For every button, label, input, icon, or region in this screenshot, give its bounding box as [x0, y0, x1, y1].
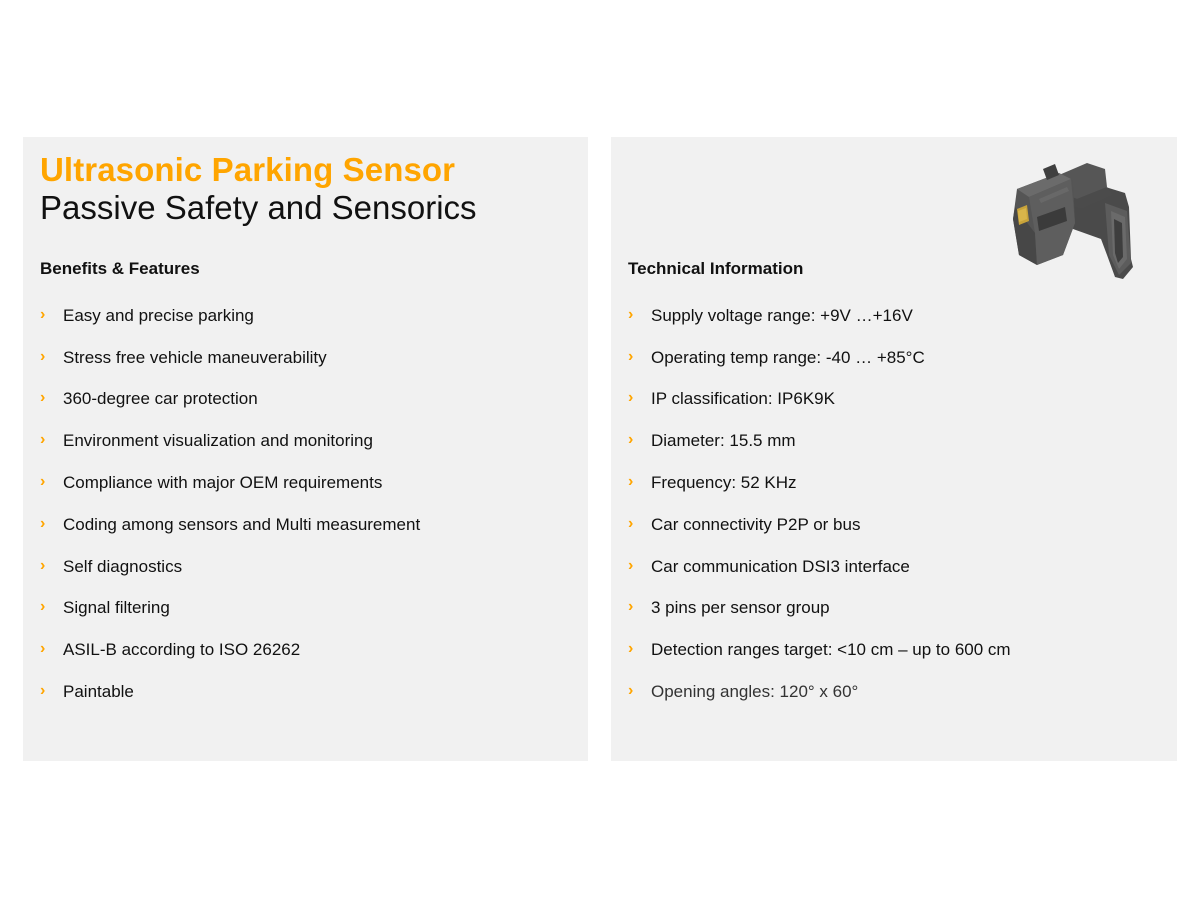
list-item-text: Stress free vehicle maneuverability	[63, 347, 327, 367]
list-item-text: Easy and precise parking	[63, 305, 254, 325]
benefits-heading: Benefits & Features	[40, 259, 200, 278]
technical-heading: Technical Information	[628, 259, 804, 278]
list-item-text: Supply voltage range: +9V …+16V	[651, 305, 913, 325]
list-item	[40, 671, 578, 713]
chevron-right-icon: ›	[40, 598, 46, 616]
list-item-text: Signal filtering	[63, 598, 170, 618]
list-item-text: Frequency: 52 KHz	[651, 473, 797, 493]
list-item	[40, 504, 578, 546]
list-item-text: Opening angles: 120° x 60°	[651, 682, 859, 702]
chevron-right-icon: ›	[628, 389, 634, 407]
list-item-text: IP classification: IP6K9K	[651, 389, 835, 409]
chevron-right-icon: ›	[628, 640, 634, 658]
product-title: Ultrasonic Parking Sensor	[40, 151, 456, 188]
list-item-text: Compliance with major OEM requirements	[63, 473, 383, 493]
list-item	[40, 588, 578, 630]
chevron-right-icon: ›	[628, 598, 634, 616]
chevron-right-icon: ›	[40, 514, 46, 532]
list-item-text: Car communication DSI3 interface	[651, 556, 910, 576]
chevron-right-icon: ›	[628, 431, 634, 449]
chevron-right-icon: ›	[628, 514, 634, 532]
list-item	[628, 546, 1167, 588]
product-subtitle: Passive Safety and Sensorics	[40, 189, 477, 226]
list-item-text: Self diagnostics	[63, 556, 183, 576]
list-item	[40, 379, 578, 421]
chevron-right-icon: ›	[40, 473, 46, 491]
list-item-text: Car connectivity P2P or bus	[651, 514, 861, 534]
technical-list	[628, 295, 1167, 713]
list-item	[628, 504, 1167, 546]
list-item	[40, 629, 578, 671]
list-item-text: 3 pins per sensor group	[651, 598, 830, 618]
list-item-text: Detection ranges target: <10 cm – up to 600 cm	[651, 640, 1011, 660]
ultrasonic-sensor-image	[1003, 159, 1148, 284]
chevron-right-icon: ›	[628, 305, 634, 323]
list-item	[628, 420, 1167, 462]
list-item	[628, 337, 1167, 379]
list-item	[628, 379, 1167, 421]
list-item	[628, 629, 1167, 671]
chevron-right-icon: ›	[628, 682, 634, 700]
chevron-right-icon: ›	[40, 682, 46, 700]
list-item-text: ASIL-B according to ISO 26262	[63, 640, 301, 660]
chevron-right-icon: ›	[628, 556, 634, 574]
chevron-right-icon: ›	[40, 556, 46, 574]
chevron-right-icon: ›	[40, 640, 46, 658]
chevron-right-icon: ›	[40, 347, 46, 365]
chevron-right-icon: ›	[628, 347, 634, 365]
list-item	[628, 588, 1167, 630]
list-item-text: Paintable	[63, 682, 134, 702]
list-item	[628, 295, 1167, 337]
list-item-text: Diameter: 15.5 mm	[651, 431, 796, 451]
chevron-right-icon: ›	[40, 305, 46, 323]
chevron-right-icon: ›	[628, 473, 634, 491]
benefits-panel	[23, 137, 588, 761]
chevron-right-icon: ›	[40, 431, 46, 449]
list-item	[628, 462, 1167, 504]
list-item	[40, 295, 578, 337]
list-item	[40, 420, 578, 462]
list-item-text: 360-degree car protection	[63, 389, 258, 409]
benefits-list	[40, 295, 578, 713]
list-item-text: Environment visualization and monitoring	[63, 431, 373, 451]
list-item-text: Operating temp range: -40 … +85°C	[651, 347, 925, 367]
list-item	[40, 462, 578, 504]
list-item	[40, 337, 578, 379]
chevron-right-icon: ›	[40, 389, 46, 407]
list-item	[628, 671, 1167, 713]
list-item-text: Coding among sensors and Multi measurement	[63, 514, 421, 534]
list-item	[40, 546, 578, 588]
technical-panel	[611, 137, 1177, 761]
